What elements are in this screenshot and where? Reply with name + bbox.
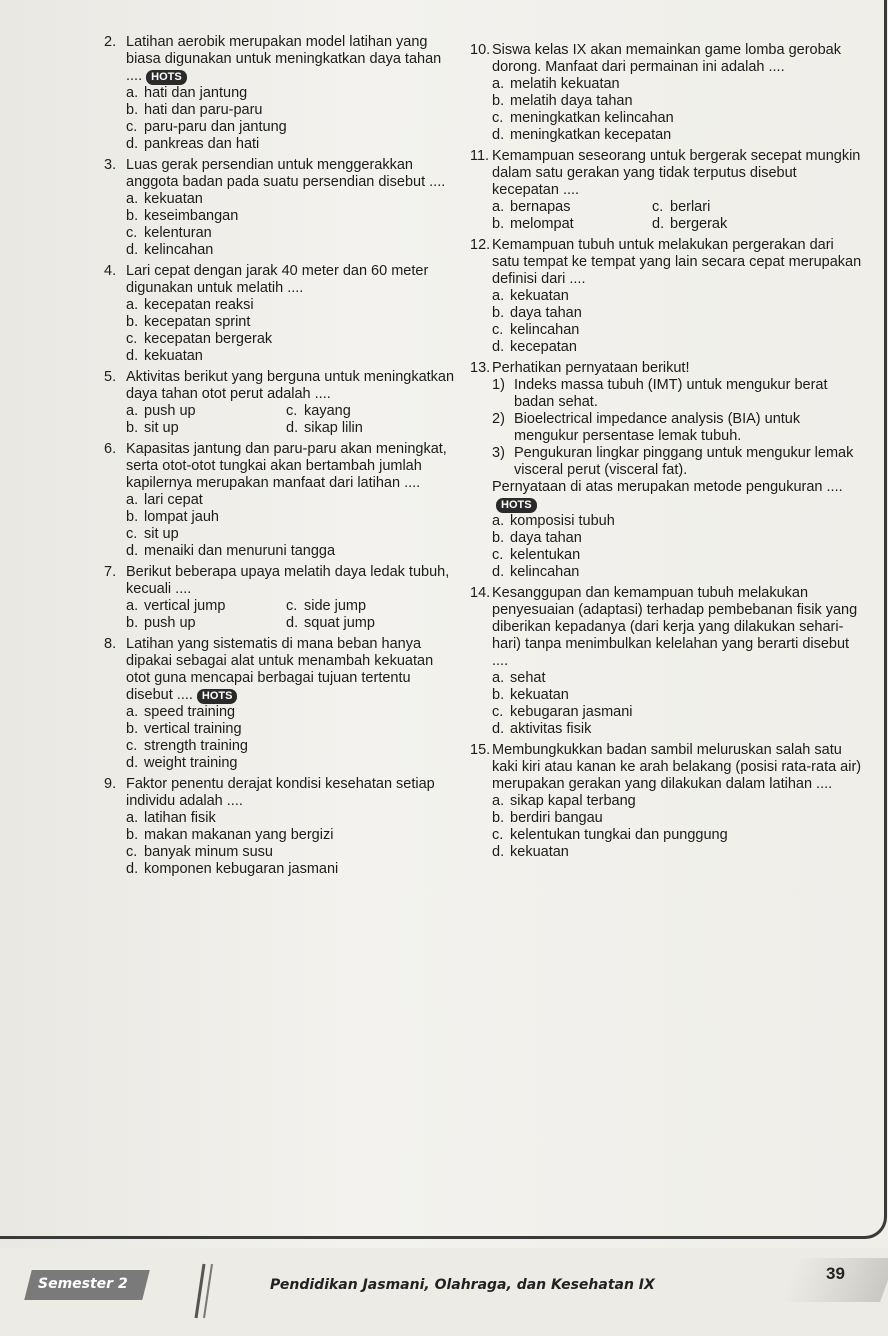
question-number: 3. [104,157,117,173]
option-text: vertical training [144,721,242,737]
question-text [126,441,456,492]
answer-option[interactable] [286,403,446,420]
option-letter: b. [492,216,505,232]
answer-option[interactable] [492,793,862,810]
answer-option[interactable] [492,288,862,305]
question-stem [104,157,456,191]
option-letter: b. [126,721,139,737]
option-text: sikap kapal terbang [510,793,636,809]
option-text: sit up [144,526,179,542]
option-letter: c. [492,827,504,843]
answer-option[interactable] [652,199,812,216]
question-item [104,369,456,437]
answer-option[interactable] [126,331,456,348]
statement-item [492,445,862,479]
option-text: latihan fisik [144,810,216,826]
question-item [470,237,862,356]
option-letter: a. [126,297,139,313]
option-text: melompat [510,216,574,232]
answer-option[interactable] [126,827,456,844]
option-text: berdiri bangau [510,810,603,826]
answer-option-row [126,403,456,420]
answer-option[interactable] [126,348,456,365]
option-text: kecepatan bergerak [144,331,273,347]
answer-option[interactable] [126,509,456,526]
option-text: daya tahan [510,530,582,546]
option-text: meningkatkan kelincahan [510,110,674,126]
question-number: 9. [104,776,117,792]
option-text: makan makanan yang bergizi [144,827,334,843]
answer-options [126,492,456,560]
option-text: sit up [144,420,179,436]
answer-option[interactable] [492,76,862,93]
answer-option[interactable] [492,305,862,322]
option-letter: c. [126,331,138,347]
question-number: 15. [470,742,491,758]
statement-number: 1) [492,377,505,393]
question-item [104,34,456,153]
option-letter: a. [492,793,505,809]
answer-options [492,76,862,144]
question-number: 12. [470,237,491,253]
answer-option[interactable] [286,598,446,615]
right-column [470,42,862,865]
answer-option[interactable] [126,738,456,755]
option-text: berlari [670,199,711,215]
option-letter: d. [286,615,299,631]
option-text: kekuatan [510,844,569,860]
answer-option[interactable] [492,530,862,547]
option-text: lari cepat [144,492,203,508]
option-letter: d. [126,543,139,559]
question-text [126,263,456,297]
question-text [126,369,456,403]
answer-option[interactable] [126,615,286,632]
question-text-content: Membungkukkan badan sambil meluruskan salah satu kaki kiri atau kanan ke arah belakang (posisi rata-rata air) merupakan gerakan yang dilakukan dalam latihan .... [492,742,862,792]
question-text-content: Berikut beberapa upaya melatih daya ledak tubuh, kecuali .... [126,564,450,597]
question-stem [104,263,456,297]
option-text: bergerak [670,216,728,232]
option-text: kecepatan [510,339,577,355]
question-note [492,479,862,513]
question-stem [104,776,456,810]
option-text: kelenturan [144,225,212,241]
statement-number: 2) [492,411,505,427]
question-item [470,360,862,581]
option-letter: c. [126,119,138,135]
option-letter: c. [492,547,504,563]
option-letter: b. [492,530,505,546]
option-text: kekuatan [510,288,569,304]
answer-option[interactable] [126,242,456,259]
option-letter: a. [126,598,139,614]
answer-option[interactable] [492,199,652,216]
question-item [104,441,456,560]
option-letter: d. [126,136,139,152]
book-title: Pendidikan Jasmani, Olahraga, dan Kesehatan IX [270,1277,655,1293]
question-number: 11. [470,148,490,164]
question-item [104,157,456,259]
question-text-content: Kesanggupan dan kemampuan tubuh melakukan penyesuaian (adaptasi) terhadap pembebanan fisik yang diberikan kepadanya (dari kerja yang dilakukan sehari-hari) tanpa menimbulkan kelelahan yang berarti disebut .... [492,585,858,669]
answer-option[interactable] [126,119,456,136]
option-text: banyak minum susu [144,844,273,860]
answer-option[interactable] [492,564,862,581]
option-text: bernapas [510,199,571,215]
option-letter: a. [492,288,505,304]
option-letter: a. [492,513,505,529]
question-text [126,157,456,191]
answer-option-row [492,216,862,233]
question-text-content: Latihan yang sistematis di mana beban hanya dipakai sebagai alat untuk menambah kekuatan otot guna mencapai berbagai tujuan tertentu disebut .... [126,636,434,703]
statement-number: 3) [492,445,505,461]
answer-option[interactable] [492,827,862,844]
question-stem [470,742,862,793]
answer-option[interactable] [286,615,446,632]
page-number: 39 [826,1264,845,1283]
option-letter: b. [492,305,505,321]
answer-option[interactable] [492,216,652,233]
option-letter: c. [492,704,504,720]
question-text-content: Aktivitas berikut yang berguna untuk meningkatkan daya tahan otot perut adalah .... [126,369,455,402]
answer-option[interactable] [492,110,862,127]
option-letter: d. [126,242,139,258]
option-text: aktivitas fisik [510,721,592,737]
question-number: 7. [104,564,117,580]
question-number: 10. [470,42,491,58]
option-text: push up [144,403,196,419]
option-text: kebugaran jasmani [510,704,633,720]
answer-option-row [126,420,456,437]
answer-option[interactable] [126,844,456,861]
answer-option[interactable] [126,102,456,119]
option-letter: d. [286,420,299,436]
option-text: kayang [304,403,351,419]
question-number: 5. [104,369,117,385]
option-letter: d. [492,339,505,355]
option-text: kekuatan [144,348,203,364]
answer-option[interactable] [492,721,862,738]
hots-badge: HOTS [496,498,537,513]
option-text: vertical jump [144,598,226,614]
option-text: sehat [510,670,546,686]
option-letter: c. [126,844,138,860]
answer-option[interactable] [492,513,862,530]
option-letter: b. [492,687,505,703]
option-letter: c. [126,738,138,754]
answer-option[interactable] [492,339,862,356]
question-stem [470,360,862,377]
option-letter: d. [492,564,505,580]
answer-options [126,598,456,632]
option-text: sikap lilin [304,420,363,436]
question-text-content: Kapasitas jantung dan paru-paru akan meningkat, serta otot-otot tungkai akan bertambah jumlah kapilernya merupakan manfaat dari latihan .... [126,441,447,491]
option-text: kelincahan [144,242,214,258]
option-letter: c. [126,526,138,542]
question-item [104,776,456,878]
option-letter: a. [126,810,139,826]
question-item [470,148,862,233]
option-text: kekuatan [144,191,203,207]
answer-option[interactable] [126,136,456,153]
question-text-content: Siswa kelas IX akan memainkan game lomba gerobak dorong. Manfaat dari permainan ini adalah .... [492,42,841,75]
question-stem [470,585,862,670]
question-number: 4. [104,263,117,279]
question-stem [470,42,862,76]
question-item [104,564,456,632]
question-text-content: Luas gerak persendian untuk menggerakkan anggota badan pada suatu persendian disebut .... [126,157,446,190]
answer-options [126,403,456,437]
answer-option[interactable] [126,721,456,738]
option-letter: b. [126,827,139,843]
answer-option[interactable] [492,810,862,827]
question-item [470,42,862,144]
answer-option[interactable] [492,844,862,861]
answer-option[interactable] [126,85,456,102]
option-letter: b. [492,93,505,109]
question-stem [470,148,862,199]
option-letter: a. [126,492,139,508]
option-letter: a. [126,191,139,207]
question-text-content: Kemampuan tubuh untuk melakukan pergerakan dari satu tempat ke tempat yang lain secara cepat merupakan definisi dari .... [492,237,862,287]
option-text: keseimbangan [144,208,239,224]
question-number: 6. [104,441,117,457]
answer-options [126,704,456,772]
statement-item [492,377,862,411]
answer-option[interactable] [126,208,456,225]
option-letter: b. [126,102,139,118]
answer-options [492,288,862,356]
option-text: komponen kebugaran jasmani [144,861,339,877]
option-letter: a. [492,199,505,215]
option-text: strength training [144,738,248,754]
option-letter: a. [126,704,139,720]
option-text: kelentukan [510,547,581,563]
option-letter: b. [126,615,139,631]
question-item [104,263,456,365]
answer-option[interactable] [126,492,456,509]
question-number: 2. [104,34,117,50]
answer-option[interactable] [126,704,456,721]
question-text-content: Latihan aerobik merupakan model latihan yang biasa digunakan untuk meningkatkan daya tahan .... [126,34,442,84]
option-letter: b. [126,509,139,525]
question-stem [104,34,456,85]
answer-options [126,810,456,878]
question-item [470,742,862,861]
question-text-content: Kemampuan seseorang untuk bergerak secepat mungkin dalam satu gerakan yang tidak terputus disebut kecepatan .... [492,148,861,198]
question-number: 13. [470,360,491,376]
question-text [126,34,456,85]
option-text: hati dan paru-paru [144,102,263,118]
answer-option[interactable] [126,543,456,560]
answer-option-row [492,199,862,216]
question-number: 8. [104,636,117,652]
option-text: komposisi tubuh [510,513,615,529]
answer-option[interactable] [492,547,862,564]
question-item [104,636,456,772]
option-letter: b. [126,314,139,330]
option-text: kelentukan tungkai dan punggung [510,827,728,843]
statement-item [492,411,862,445]
answer-options [126,297,456,365]
left-column [104,34,456,882]
answer-option[interactable] [126,755,456,772]
question-text-content: Perhatikan pernyataan berikut! [492,360,690,376]
option-letter: a. [492,76,505,92]
option-letter: a. [126,85,139,101]
answer-option-row [126,598,456,615]
option-text: kelincahan [510,564,580,580]
option-text: lompat jauh [144,509,219,525]
question-text [492,360,862,377]
answer-option[interactable] [126,314,456,331]
question-stem [104,369,456,403]
option-text: side jump [304,598,367,614]
question-text-content: Lari cepat dengan jarak 40 meter dan 60 meter digunakan untuk melatih .... [126,263,429,296]
question-item [470,585,862,738]
decorative-stripes-icon [182,1260,222,1320]
answer-option[interactable] [492,704,862,721]
answer-option[interactable] [126,598,286,615]
answer-option[interactable] [492,127,862,144]
answer-options [492,513,862,581]
answer-option[interactable] [286,420,446,437]
option-text: squat jump [304,615,375,631]
question-stem [104,564,456,598]
option-letter: a. [126,403,139,419]
question-text [492,42,862,76]
question-text [126,776,456,810]
option-text: kekuatan [510,687,569,703]
answer-option[interactable] [492,687,862,704]
answer-options [492,670,862,738]
question-text [492,237,862,288]
option-text: hati dan jantung [144,85,248,101]
question-stem [470,237,862,288]
option-text: melatih daya tahan [510,93,633,109]
option-text: weight training [144,755,238,771]
answer-options [126,191,456,259]
option-text: kecepatan sprint [144,314,251,330]
answer-option[interactable] [126,403,286,420]
option-text: daya tahan [510,305,582,321]
answer-option[interactable] [652,216,812,233]
option-letter: d. [126,348,139,364]
answer-options [492,199,862,233]
hots-badge: HOTS [197,689,238,704]
option-text: kecepatan reaksi [144,297,254,313]
statement-text: Bioelectrical impedance analysis (BIA) untuk mengukur persentase lemak tubuh. [514,411,801,444]
option-text: melatih kekuatan [510,76,620,92]
answer-option[interactable] [126,297,456,314]
option-letter: c. [652,199,664,215]
option-letter: d. [492,844,505,860]
option-text: push up [144,615,196,631]
option-letter: d. [492,127,505,143]
question-stem [104,636,456,704]
hots-badge: HOTS [146,70,187,85]
option-text: speed training [144,704,236,720]
option-letter: d. [126,755,139,771]
answer-option[interactable] [126,420,286,437]
answer-option[interactable] [492,322,862,339]
option-letter: d. [492,721,505,737]
question-text [492,585,862,670]
option-letter: c. [492,322,504,338]
answer-option[interactable] [126,225,456,242]
answer-options [126,85,456,153]
option-text: menaiki dan menuruni tangga [144,543,336,559]
option-letter: c. [286,598,298,614]
question-number: 14. [470,585,491,601]
answer-option[interactable] [492,670,862,687]
statement-text: Indeks massa tubuh (IMT) untuk mengukur berat badan sehat. [514,377,828,410]
answer-option[interactable] [126,526,456,543]
question-stem [104,441,456,492]
page-footer [0,1248,888,1336]
answer-option-row [126,615,456,632]
question-text [492,742,862,793]
answer-options [492,793,862,861]
answer-option[interactable] [126,861,456,878]
semester-label: Semester 2 [38,1276,128,1292]
option-text: meningkatkan kecepatan [510,127,672,143]
answer-option[interactable] [492,93,862,110]
option-letter: b. [126,208,139,224]
option-letter: d. [652,216,665,232]
option-letter: a. [492,670,505,686]
option-text: pankreas dan hati [144,136,260,152]
answer-option[interactable] [126,191,456,208]
statement-text: Pengukuran lingkar pinggang untuk mengukur lemak visceral perut (visceral fat). [514,445,854,478]
option-letter: d. [126,861,139,877]
answer-option[interactable] [126,810,456,827]
question-text [126,564,456,598]
option-text: kelincahan [510,322,580,338]
option-text: paru-paru dan jantung [144,119,287,135]
option-letter: b. [126,420,139,436]
question-text [126,636,456,704]
option-letter: c. [286,403,298,419]
option-letter: c. [126,225,138,241]
question-note-text: Pernyataan di atas merupakan metode pengukuran .... [492,479,843,495]
question-text [492,148,862,199]
option-letter: b. [492,810,505,826]
option-letter: c. [492,110,504,126]
question-text-content: Faktor penentu derajat kondisi kesehatan setiap individu adalah .... [126,776,435,809]
